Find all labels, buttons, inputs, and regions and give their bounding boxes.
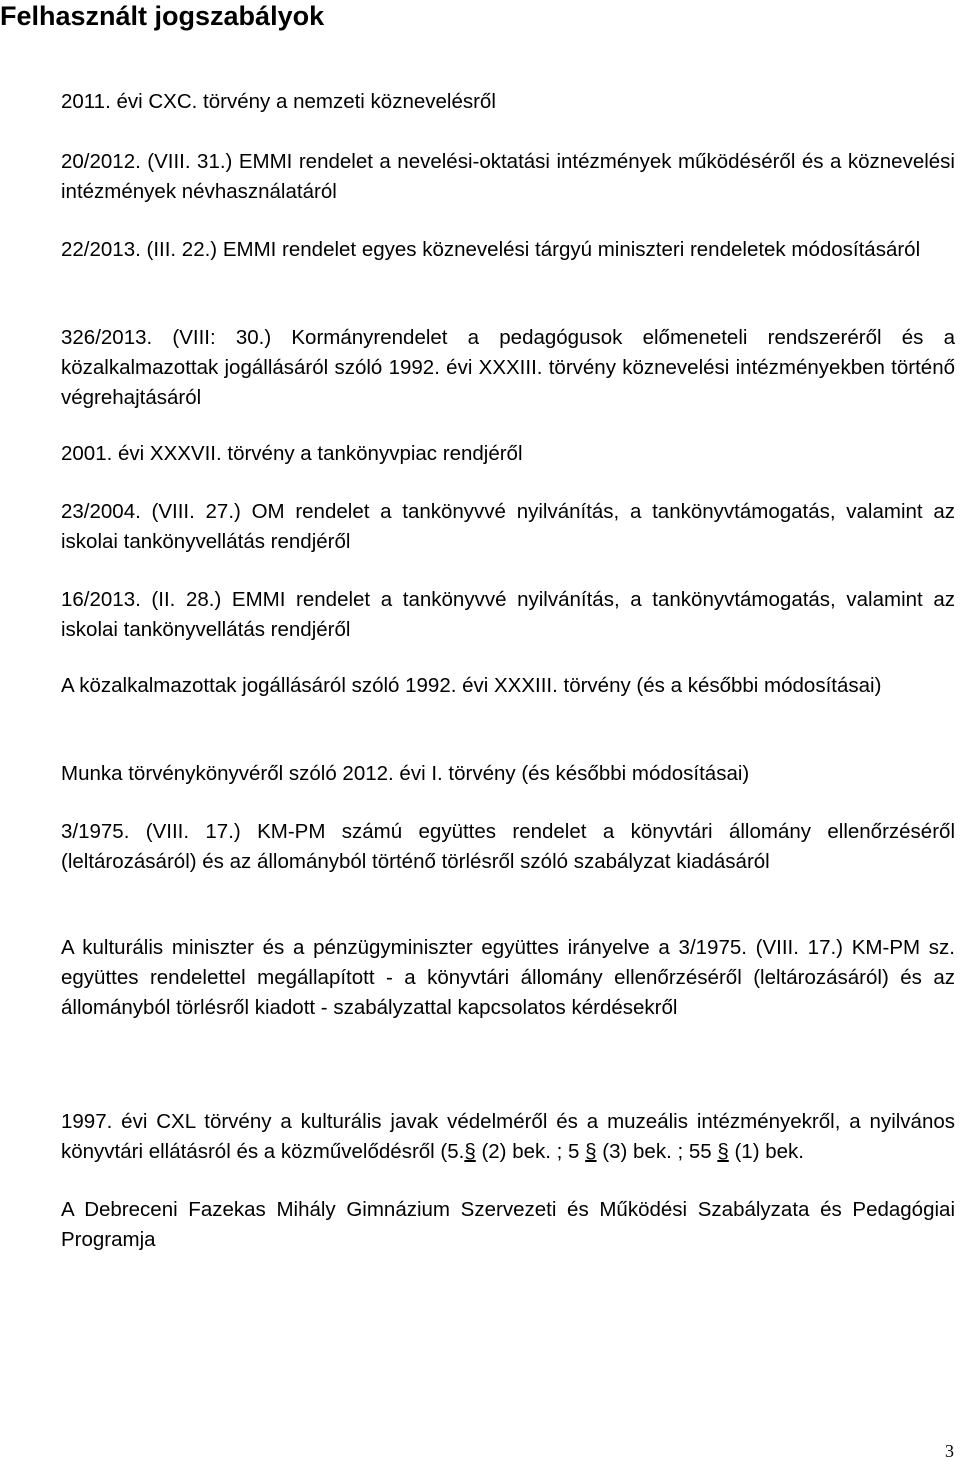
law-entry-1997-cxl-part1: 1997. évi CXL törvény a kulturális javak védelméről és a muzeális intézményekről, a nyilvános könyvtári ellátásról és a közművelődésről (5. — [61, 1110, 955, 1163]
section-sign-3: § — [717, 1140, 729, 1163]
law-entry-23-2004-om: 23/2004. (VIII. 27.) OM rendelet a tankönyvvé nyilvánítás, a tankönyvtámogatás, valamint az iskolai tankönyvellátás rendjéről — [61, 500, 955, 553]
law-entry-326-2013-korm: 326/2013. (VIII: 30.) Kormányrendelet a pedagógusok előmeneteli rendszeréről és a közalkalmazottak jogállásáról szóló 1992. évi XXXIII. törvény köznevelési intézményekben történő végrehajtásáról — [61, 326, 955, 409]
law-entry-1992-xxxiii: A közalkalmazottak jogállásáról szóló 1992. évi XXXIII. törvény (és a későbbi módosításai) — [61, 674, 882, 697]
law-entry-1997-cxl-part3: (3) bek. ; 55 — [602, 1140, 712, 1163]
page-number: 3 — [945, 1441, 954, 1461]
law-entry-16-2013-emmi: 16/2013. (II. 28.) EMMI rendelet a tankönyvvé nyilvánítás, a tankönyvtámogatás, valamint az iskolai tankönyvellátás rendjéről — [61, 588, 955, 641]
law-entry-1997-cxl — [61, 1107, 955, 1167]
section-sign-1: § — [464, 1140, 476, 1163]
school-regulation-entry: A Debreceni Fazekas Mihály Gimnázium Szervezeti és Működési Szabályzata és Pedagógiai Programja — [61, 1198, 955, 1251]
page-title: Felhasznált jogszabályok — [0, 1, 325, 31]
law-entry-kulturalis-iranyelv: A kulturális miniszter és a pénzügyminiszter együttes irányelve a 3/1975. (VIII. 17.) KM-PM sz. együttes rendelettel megállapított - a könyvtári állomány ellenőrzéséről (leltározásáról) és az állományból törlésről kiadott - szabályzattal kapcsolatos kérdésekről — [61, 936, 955, 1019]
law-entry-2011-cxc: 2011. évi CXC. törvény a nemzeti köznevelésről — [61, 90, 496, 113]
law-entry-2012-i-mt: Munka törvénykönyvéről szóló 2012. évi I. törvény (és későbbi módosításai) — [61, 762, 750, 785]
law-entry-22-2013-emmi: 22/2013. (III. 22.) EMMI rendelet egyes köznevelési tárgyú miniszteri rendeletek módosításáról — [61, 238, 921, 261]
law-entry-2001-xxxvii: 2001. évi XXXVII. törvény a tankönyvpiac rendjéről — [61, 442, 523, 465]
law-entry-1997-cxl-part4: (1) bek. — [734, 1140, 804, 1163]
law-entry-1997-cxl-part2: (2) bek. ; 5 — [481, 1140, 580, 1163]
section-sign-2: § — [585, 1140, 597, 1163]
law-entry-3-1975-kmpm: 3/1975. (VIII. 17.) KM-PM számú együttes rendelet a könyvtári állomány ellenőrzéséről (leltározásáról) és az állományból történő törlésről szóló szabályzat kiadásáról — [61, 820, 955, 873]
law-entry-20-2012-emmi: 20/2012. (VIII. 31.) EMMI rendelet a nevelési-oktatási intézmények működéséről és a köznevelési intézmények névhasználatáról — [61, 150, 955, 203]
